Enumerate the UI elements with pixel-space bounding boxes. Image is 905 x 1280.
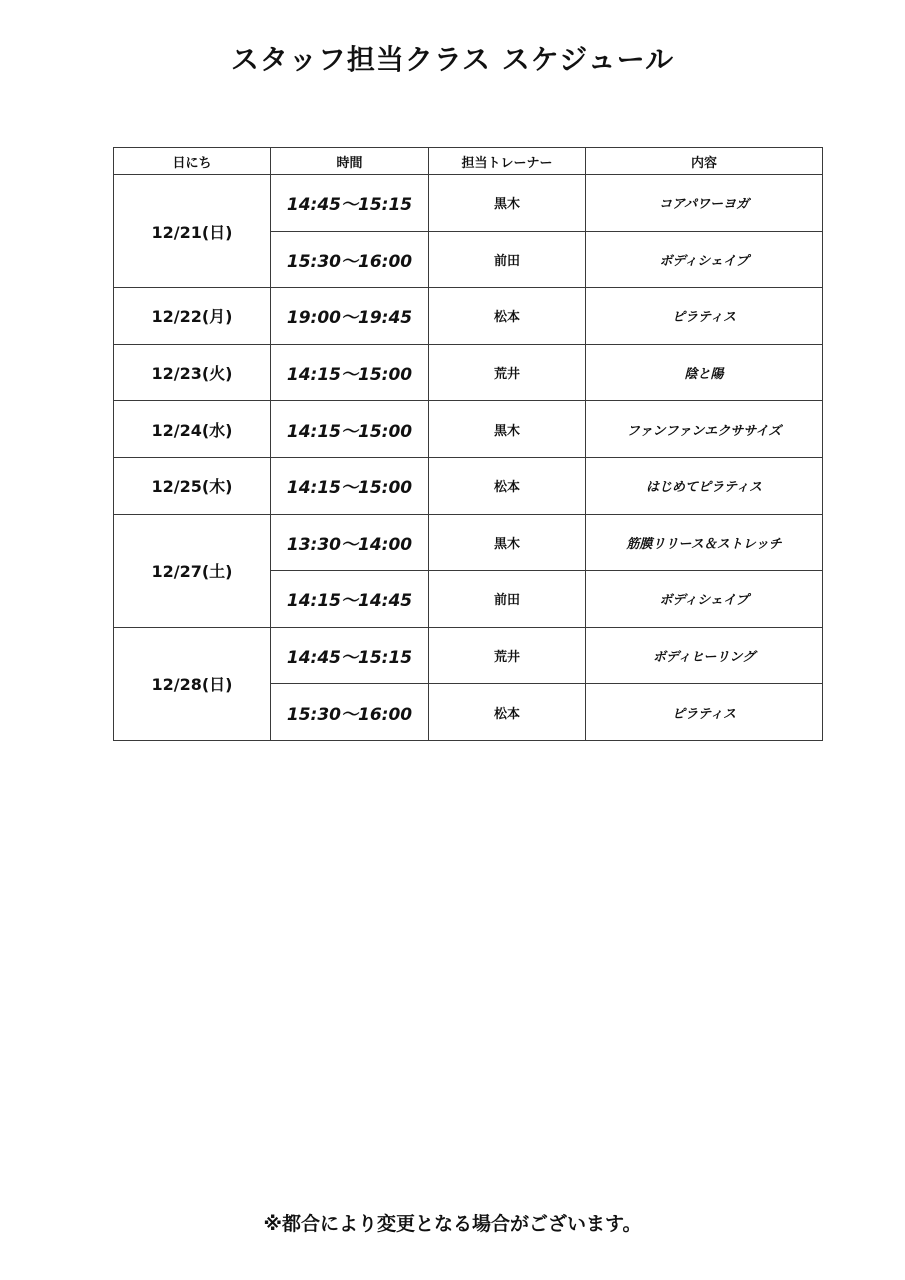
table-row (114, 457, 823, 514)
class-cell: ボディヒーリング (586, 627, 823, 684)
class-cell: 筋膜リリース＆ストレッチ (586, 514, 823, 571)
date-cell: 12/24(水) (114, 401, 271, 458)
trainer-cell: 荒井 (429, 344, 586, 401)
trainer-cell: 松本 (429, 684, 586, 741)
time-cell: 15:30～16:00 (271, 684, 429, 741)
date-cell: 12/23(火) (114, 344, 271, 401)
date-cell: 12/21(日) (114, 175, 271, 288)
time-cell: 14:45～15:15 (271, 175, 429, 232)
class-cell: ボディシェイプ (586, 231, 823, 288)
class-cell: はじめてピラティス (586, 457, 823, 514)
trainer-cell: 黒木 (429, 175, 586, 232)
time-cell: 14:15～15:00 (271, 457, 429, 514)
time-cell: 13:30～14:00 (271, 514, 429, 571)
table-row (114, 401, 823, 458)
class-cell: 陰と陽 (586, 344, 823, 401)
table-row (114, 627, 823, 684)
trainer-cell: 黒木 (429, 514, 586, 571)
time-cell: 14:45～15:15 (271, 627, 429, 684)
trainer-cell: 荒井 (429, 627, 586, 684)
trainer-cell: 前田 (429, 571, 586, 628)
footer-note: ※都合により変更となる場合がございます。 (263, 1213, 642, 1235)
header-time: 時間 (271, 148, 429, 175)
header-trainer: 担当トレーナー (429, 148, 586, 175)
trainer-cell: 前田 (429, 231, 586, 288)
trainer-cell: 黒木 (429, 401, 586, 458)
time-cell: 14:15～15:00 (271, 344, 429, 401)
page-title: スタッフ担当クラス スケジュール (230, 43, 675, 76)
date-cell: 12/25(木) (114, 457, 271, 514)
date-cell: 12/27(土) (114, 514, 271, 627)
class-cell: ピラティス (586, 288, 823, 345)
table-header-row (114, 148, 823, 175)
trainer-cell: 松本 (429, 288, 586, 345)
time-cell: 19:00～19:45 (271, 288, 429, 345)
class-cell: コアパワーヨガ (586, 175, 823, 232)
time-cell: 15:30～16:00 (271, 231, 429, 288)
trainer-cell: 松本 (429, 457, 586, 514)
date-cell: 12/28(日) (114, 627, 271, 740)
table-row (114, 175, 823, 232)
time-cell: 14:15～15:00 (271, 401, 429, 458)
table-row (114, 288, 823, 345)
schedule-table (113, 147, 823, 741)
table-row (114, 514, 823, 571)
date-cell: 12/22(月) (114, 288, 271, 345)
class-cell: ピラティス (586, 684, 823, 741)
class-cell: ボディシェイプ (586, 571, 823, 628)
table-row (114, 344, 823, 401)
header-date: 日にち (114, 148, 271, 175)
class-cell: ファンファンエクササイズ (586, 401, 823, 458)
header-class: 内容 (586, 148, 823, 175)
time-cell: 14:15～14:45 (271, 571, 429, 628)
